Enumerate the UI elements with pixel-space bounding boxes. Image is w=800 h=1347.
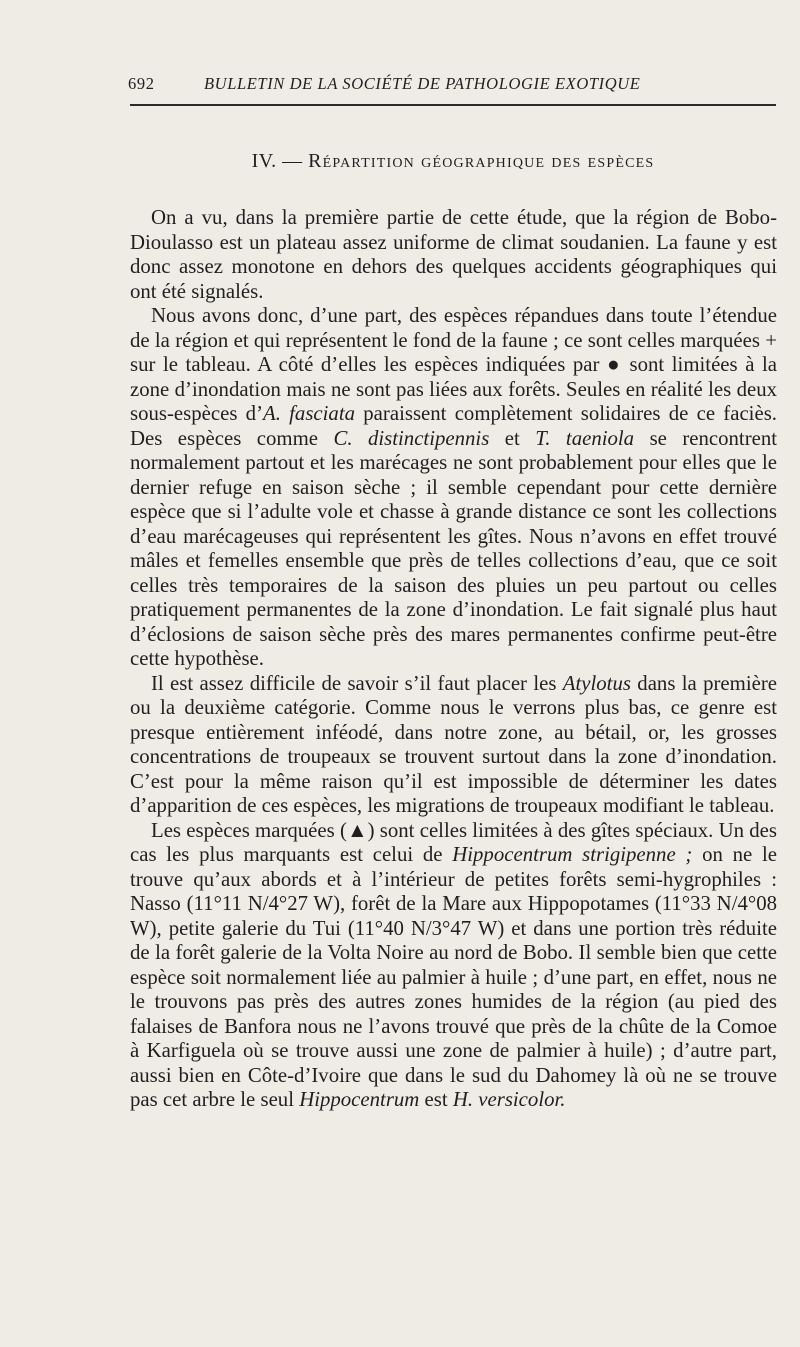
plus-symbol: + <box>765 328 777 352</box>
species-t-taeniola: T. taeniola <box>535 426 635 450</box>
p2-text-1: Nous avons donc, d’une part, des espèces répandues dans toute l’étendue de la région et qui représentent le fond de la faune ; ce sont celles marquées <box>130 304 777 352</box>
genus-hippocentrum: Hippocentrum <box>299 1088 420 1111</box>
p3-text-2: dans la première ou la deuxième catégorie. Comme nous le verrons plus bas, ce genre est presque entièrement inféodé, dans notre zone, au bétail, or, les grosses concentrations de troupeaux se trouvent surtout dans la zone d’inondation. C’est pour la même raison qu’il est impossible de déterminer les dates d’apparition de ces espèces, les migrations de troupeaux modifiant le tableau. <box>130 671 777 817</box>
paragraph-4 <box>130 819 777 1113</box>
triangle-symbol: ▲ <box>346 818 368 842</box>
paragraph-1: On a vu, dans la première partie de cette étude, que la région de Bobo-Dioulasso est un plateau assez uniforme de climat soudanien. La faune y est donc assez monotone en dehors des quelques accidents géographiques qui ont été signalés. <box>130 206 777 303</box>
p4-text-2: ) sont celles limitées à des gîtes spéciaux. Un des cas les plus marquants est celui de <box>130 818 777 866</box>
section-numeral: IV. <box>251 150 277 172</box>
section-heading <box>130 150 776 173</box>
paragraph-3 <box>130 672 777 819</box>
p4-text-4: est <box>424 1088 448 1111</box>
p2-text-6: se rencontrent normalement partout et les marécages ne sont probablement pour elles que le dernier refuge en saison sèche ; il semble cependant pour cette dernière espèce que si l’adulte vole et chasse à grande distance ce sont les collections d’eau marécageuses qui représentent les gîtes. Nous n’avons en effet trouvé mâles et femelles ensemble que près de telles collections d’eau, que ce soit celles très temporaires de la saison des pluies un peu partout ou celles pratiquement permanentes de la zone d’inondation. Le fait signalé plus haut d’éclosions de saison sèche près des mares permanentes confirme peut-être cette hypothèse. <box>130 426 778 670</box>
species-h-strigipenne: Hippocentrum strigipenne ; <box>452 843 693 866</box>
species-h-versicolor: H. versicolor. <box>452 1088 566 1111</box>
species-a-fasciata: A. fasciata <box>263 402 356 425</box>
p2-text-3: sont limitées à la zone d’inondation mais ne sont pas liées aux forêts. Seules en réalité les deux sous-espèces d’ <box>130 353 778 425</box>
header-rule <box>130 104 776 106</box>
article-body <box>130 206 777 1113</box>
genus-atylotus: Atylotus <box>562 671 631 695</box>
p4-text-1: Les espèces marquées ( <box>151 818 347 842</box>
paragraph-2 <box>130 304 777 672</box>
p3-text-1: Il est assez difficile de savoir s’il faut placer les <box>151 671 557 695</box>
species-c-distinctipennis: C. distinctipennis <box>333 426 490 450</box>
p4-text-3: on ne le trouve qu’aux abords et à l’intérieur de petites forêts semi-hygrophiles : Nasso (11°11 N/4°27 W), forêt de la Mare aux Hippopotames (11°33 N/4°08 W), petite galerie du Tui (11°40 N/3°47 W) et dans une portion très réduite de la forêt galerie de la Volta Noire au nord de Bobo. Il semble bien que cette espèce soit normalement liée au palmier à huile ; d’une part, en effet, nous ne le trouvons pas près des autres zones humides de la région (au pied des falaises de Banfora nous ne l’avons trouvé que près de la chûte de la Comoe à Karfiguela où se trouve aussi une zone de palmier à huile) ; d’autre part, aussi bien en Côte-d’Ivoire que dans le sud du Dahomey là où ne se trouve pas cet arbre le seul <box>130 843 777 1111</box>
running-title: BULLETIN DE LA SOCIÉTÉ DE PATHOLOGIE EXOTIQUE <box>204 74 641 93</box>
section-dash: — <box>282 150 303 172</box>
p2-text-5: et <box>504 426 520 450</box>
p2-text-2: sur le tableau. A côté d’elles les espèces indiquées par <box>130 353 600 376</box>
section-title: Répartition géographique des espèces <box>308 150 655 172</box>
dot-symbol: ● <box>607 353 622 376</box>
p2-text-4: paraissent complètement solidaires de ce faciès. Des espèces comme <box>130 402 777 450</box>
page-number: 692 <box>128 74 155 93</box>
